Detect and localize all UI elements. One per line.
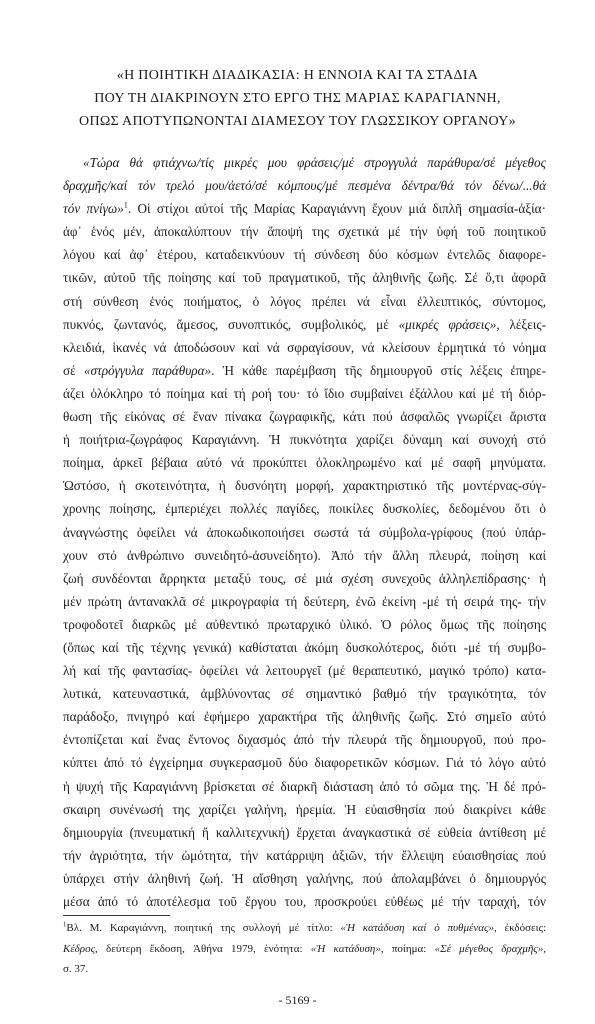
page-number: - 5169 - <box>278 993 317 1007</box>
text-run: χρονης ποίησης, ἐμπεριέχει πολλές παγίδες, ποικίλες δυσκολίες, δεδομένου ὅτι ὁ <box>63 501 546 517</box>
italic-text: «Τώρα θά φτιάχνω/τίς μικρές μου φράσεις/μέ στρογγυλά παράθυρα/σέ μέγεθος <box>83 155 546 170</box>
body-line <box>63 243 546 266</box>
body-line <box>63 590 546 613</box>
body-line <box>63 705 546 728</box>
footnote-rule <box>63 915 170 916</box>
body-line <box>63 821 546 844</box>
text-run: ἡ ψυχή τῆς Καραγιάννη βρίσκεται σέ διαρκῆ διάσταση ἀπό τό σῶμα της. Ἡ δέ πρό- <box>63 778 546 794</box>
body-line <box>63 636 546 659</box>
text-run: σκαιρη συνένωσή της χαρίζει γαλήνη, ἠρεμία. Ἡ εὐαισθησία πού διακρίνει κάθε <box>63 801 546 817</box>
italic-text: τόν πνίγω» <box>63 201 124 217</box>
body-line <box>63 266 546 289</box>
body-line <box>63 428 546 451</box>
text-run: , ἐκδόσεις: <box>493 922 547 934</box>
italic-text: «Ἡ κατάδυση καί ὁ πυθμένας» <box>340 922 494 934</box>
body-line <box>63 497 546 520</box>
body-line <box>63 197 546 220</box>
body-line <box>63 521 546 544</box>
body-line <box>63 659 546 682</box>
body-line <box>63 613 546 636</box>
text-run: κλειδιά, ἱκανές νά ἀποδώσουν καί νά σφραγίσουν, νά κλείσουν ἑρμητικά τό νόημα <box>63 339 546 355</box>
body-line <box>63 382 546 405</box>
text-run: μέσα ἀπό τό ἀποτέλεσμα τοῦ ἔργου του, προσκρούει εὐθέως μέ τήν ταραχή, τόν <box>63 894 546 909</box>
italic-text: «μικρές φράσεις» <box>398 316 497 332</box>
text-run: λυτικά, κατευναστικά, ἀμβλύνοντας σέ σημαντικό βαθμό τήν τραγικότητα, τόν <box>63 686 546 702</box>
body-line <box>63 336 546 359</box>
text-run: άζει ὁλόκληρο τό ποίημα καί τή ροή του· τό ἴδιο συμβαίνει ἐξάλλου καί μέ τή διόρ- <box>63 385 546 401</box>
body-line <box>63 451 546 474</box>
text-run: ποίημα, ἀρκεῖ βέβαια αὐτό νά προκύπτει ὁλοκληρωμένο καί μέ σαφῆ μηνύματα. <box>63 455 546 471</box>
text-run: λή καί τῆς φαντασίας- ὀφείλει νά λειτουργεῖ (μέ θεραπευτικό, μαγικό τρόπο) κατα- <box>63 663 546 679</box>
italic-text: «Σέ μέγεθος δραχμῆς» <box>434 942 544 955</box>
footnote-marker: 1 <box>123 200 128 210</box>
text-run: , δεύτερη ἔκδοση, Ἀθήνα 1979, ἑνότητα: <box>95 942 311 955</box>
italic-text: «στρόγγυλα παράθυρα» <box>83 362 212 378</box>
text-run: κύπτει ἀπό τό ἐγχείρημα συγκερασμοῦ δύο διαφορετικῶν κόσμων. Γιά τό λόγο αὐτό <box>63 755 546 771</box>
body-line <box>63 844 546 867</box>
text-run: ἡ ποιήτρια-ζωγράφος Καραγιάννη. Ἡ πυκνότητα χαρίζει δύναμη καί συνοχή στό <box>63 432 546 448</box>
title-line: «Η ΠΟΙΗΤΙΚΗ ΔΙΑΔΙΚΑΣΙΑ: Η ΕΝΝΟΙΑ ΚΑΙ ΤΑ ΣΤΑΔΙΑ <box>116 68 479 83</box>
italic-text: «Ἡ κατάδυση» <box>310 942 381 955</box>
text-run: τήν ἀγριότητα, τήν ὠμότητα, τήν κατάρριψη ἀξιῶν, τήν ἔλλειψη εὐαισθησίας πού <box>63 847 546 863</box>
footnote <box>63 918 546 980</box>
text-run: , ποίημα: <box>380 942 435 955</box>
text-run: θωση τῆς εἰκόνας σέ ἕναν πίνακα ζωγραφικῆς, κάτι πού ἀσφαλῶς γνωρίζει ἄριστα <box>63 409 546 425</box>
text-run: λόγου καί ἀφ᾽ ἑτέρου, καταδεικνύουν τή σύνδεση δύο κόσμων ἐντελῶς διαφορε- <box>63 247 546 263</box>
text-run: σέ <box>63 362 84 378</box>
text-run: , λέξεις- <box>496 316 546 332</box>
footnote-line <box>63 959 546 980</box>
body-line <box>63 867 546 890</box>
text-run: ζωή συνδέονται ἄρρηκτα μεταξύ τους, σέ μιά σχέση συνεχοῦς ἀλληλεπίδρασης· ἡ <box>63 570 546 586</box>
text-run: μέν πρώτη ἀντανακλᾶ σέ μικρογραφία τή δεύτερη, ἐνῶ ἐκείνη -μέ τή σειρά της- τήν <box>63 593 546 609</box>
body-line <box>63 890 546 913</box>
body-line <box>63 220 546 243</box>
body-line <box>63 151 546 174</box>
text-run: δημιουργία (πνευματική ἤ καλλιτεχνική) ἔρχεται ἀναγκαστικά σέ εὐθεία ἀντίθεση μέ <box>63 824 546 840</box>
text-run: τροφοδοτεῖ διαρκῶς μέ αὐθεντικό πρωταρχικό ὑλικό. Ὁ ρόλος ὅμως τῆς ποίησης <box>63 616 546 632</box>
text-run: ἀναγνώστης ὀφείλει νά ἀποκωδικοποιήσει σωστά τά σύμβολα-γρίφους (πού ὑπάρ- <box>63 524 546 540</box>
text-run: τικῶν, αὐτοῦ τῆς ποίησης καί τοῦ πραγματικοῦ, τῆς ἀληθινῆς ζωῆς. Σέ ὅ,τι ἀφορᾶ <box>63 270 546 286</box>
body-line <box>63 544 546 567</box>
italic-text: δραχμῆς/καί τόν τρελό μου/ἀετό/σέ κόμπους/μέ πεσμένα δέντρα/θά τόν δένω/...θά <box>63 178 546 194</box>
body-line <box>63 567 546 590</box>
text-run: (ὅπως καί τῆς τέχνης γενικά) καθίσταται ἀκόμη δυσκολότερος, διότι -μέ τή συμβο- <box>63 639 546 655</box>
body-line <box>63 359 546 382</box>
body-line <box>63 682 546 705</box>
body-line <box>63 775 546 798</box>
text-run: πυκνός, ζωντανός, ἄμεσος, συνοπτικός, συμβολικός, μέ <box>63 316 399 332</box>
body-line <box>63 313 546 336</box>
body-paragraph <box>63 151 546 913</box>
text-run: στή σύνθεση ἑνός ποιήματος, ὁ λόγος πρέπει νά εἶναι ἐλλειπτικός, σύντομος, <box>63 293 546 309</box>
footnote-line <box>63 918 546 939</box>
title-line: ΠΟΥ ΤΗ ΔΙΑΚΡΙΝΟΥΝ ΣΤΟ ΕΡΓΟ ΤΗΣ ΜΑΡΙΑΣ ΚΑΡΑΓΙΑΝΝΗ, <box>94 91 501 106</box>
italic-text: Κέδρος <box>63 942 96 955</box>
text-run: , <box>543 942 547 955</box>
text-run: ὑπάρχει στήν ἀληθινή ζωή. Ἡ αἴσθηση γαλήνης, πού ἀπολαμβάνει ὁ δημιουργός <box>63 870 546 886</box>
article-title <box>0 64 595 133</box>
body-line <box>63 290 546 313</box>
body-line <box>63 474 546 497</box>
body-line <box>63 751 546 774</box>
text-run: Ὡστόσο, ἡ σκοτεινότητα, ἡ δυσνόητη μορφή, χαρακτηριστικό τῆς μοντέρνας-σύγ- <box>63 478 546 494</box>
body-line <box>63 174 546 197</box>
footnote-line <box>63 939 546 960</box>
footnote-marker: 1 <box>63 921 67 929</box>
text-run: χουν στό ἀνθρώπινο συνειδητό-ἀσυνείδητο). Ἀπό τήν ἄλλη πλευρά, ποίηση καί <box>63 547 546 563</box>
text-run: παράδοξο, πνιγηρό καί ἐφήμερο χαρακτήρα τῆς ἀληθινῆς ζωῆς. Στό σημεῖο αὐτό <box>63 709 546 725</box>
text-run: σ. 37. <box>63 963 89 975</box>
body-line <box>63 405 546 428</box>
text-run: . Οἱ στίχοι αὐτοί τῆς Μαρίας Καραγιάννη ἔχουν μιά διπλῆ σημασία-ἀξία· <box>127 201 546 217</box>
text-run: Βλ. Μ. Καραγιάννη, ποιητική της συλλογή μέ τίτλο: <box>66 922 341 934</box>
text-run: . Ἡ κάθε παρέμβαση τῆς δημιουργοῦ στίς λέξεις ἐπηρε- <box>211 362 546 378</box>
title-line: ΟΠΩΣ ΑΠΟΤΥΠΩΝΟΝΤΑΙ ΔΙΑΜΕΣΟΥ ΤΟΥ ΓΛΩΣΣΙΚΟΥ ΟΡΓΑΝΟΥ» <box>79 114 516 129</box>
body-line <box>63 798 546 821</box>
body-line <box>63 728 546 751</box>
text-run: ἀφ᾽ ἑνός μέν, ἀποκαλύπτουν τήν ἄποψή της σχετικά μέ τήν ὑφή τοῦ ποιητικοῦ <box>63 224 546 240</box>
text-run: ἐντοπίζεται καί ἕνας ἔντονος διχασμός ἀπό τήν πλευρά τῆς δημιουργοῦ, πού προ- <box>63 732 546 748</box>
